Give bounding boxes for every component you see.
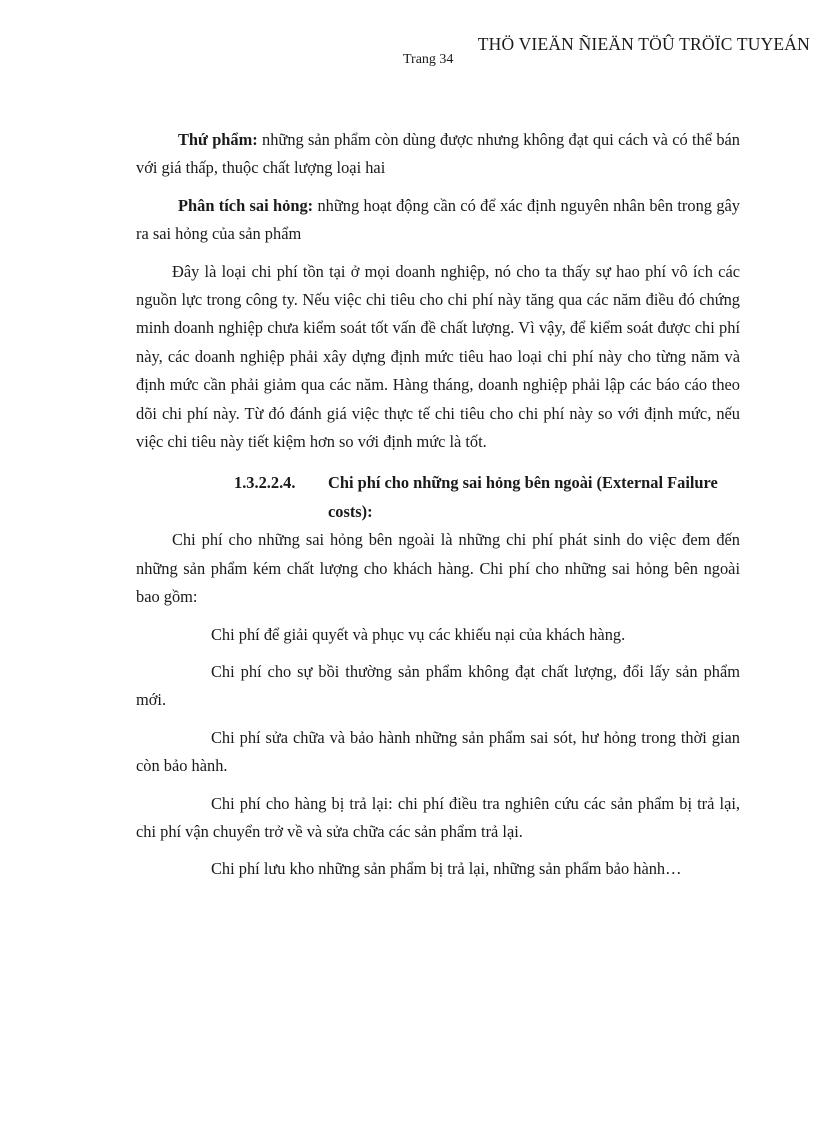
paragraph-phan-tich-sai-hong <box>136 192 740 249</box>
page-body <box>136 126 740 893</box>
paragraph-thu-pham <box>136 126 740 183</box>
paragraph-cost-summary: Đây là loại chi phí tồn tại ở mọi doanh nghiệp, nó cho ta thấy sự hao phí vô ích các nguồn lực trong công ty. Nếu việc chi tiêu cho chi phí này tăng qua các năm điều đó chứng minh doanh nghiệp chưa kiểm soát tốt vấn đề chất lượng. Vì vậy, để kiểm soát được chi phí này, các doanh nghiệp phải xây dựng định mức tiêu hao loại chi phí này cho từng năm và định mức cần phải giảm qua các năm. Hàng tháng, doanh nghiệp phải lập các báo cáo theo dõi chi phí này. Từ đó đánh giá việc thực tế chi tiêu cho chi phí này so với định mức, nếu việc chi tiêu này tiết kiệm hơn so với định mức là tốt. <box>136 261 740 452</box>
list-item: Chi phí sửa chữa và bảo hành những sản phẩm sai sót, hư hỏng trong thời gian còn bảo hành. <box>136 727 740 776</box>
section-number: 1.3.2.2.4. <box>234 473 296 493</box>
definition-phan-tich-sai-hong: những hoạt động cần có để xác định nguyên nhân bên trong gây ra sai hỏng của sản phẩm <box>136 195 740 244</box>
term-thu-pham: Thứ phẩm: <box>178 130 258 149</box>
paragraph-external-failure: Chi phí cho những sai hỏng bên ngoài là những chi phí phát sinh do việc đem đến những sản phẩm kém chất lượng cho khách hàng. Chi phí cho những sai hỏng bên ngoài bao gồm: <box>136 530 740 607</box>
page-number: Trang 34 <box>403 52 454 67</box>
list-item: Chi phí lưu kho những sản phẩm bị trả lại, những sản phẩm bảo hành… <box>211 859 682 879</box>
term-phan-tich-sai-hong: Phân tích sai hỏng: <box>178 195 314 215</box>
list-item: Chi phí cho sự bồi thường sản phẩm không đạt chất lượng, đổi lấy sản phẩm mới. <box>136 661 740 710</box>
list-item: Chi phí để giải quyết và phục vụ các khiếu nại của khách hàng. <box>211 624 626 644</box>
section-heading <box>136 469 740 526</box>
section-title-line2: costs): <box>328 501 373 521</box>
section-title-line1: Chi phí cho những sai hỏng bên ngoài (External Failure <box>328 473 718 493</box>
library-header-title: THÖ VIEÄN ÑIEÄN TÖÛ TRÖÏC TUYEÁN <box>477 34 810 54</box>
definition-thu-pham: những sản phẩm còn dùng được nhưng không đạt qui cách và có thể bán với giá thấp, thuộc chất lượng loại hai <box>136 130 740 178</box>
list-item: Chi phí cho hàng bị trả lại: chi phí điều tra nghiên cứu các sản phẩm bị trả lại, chi phí vận chuyển trở về và sửa chữa các sản phẩm trả lại. <box>136 793 740 841</box>
